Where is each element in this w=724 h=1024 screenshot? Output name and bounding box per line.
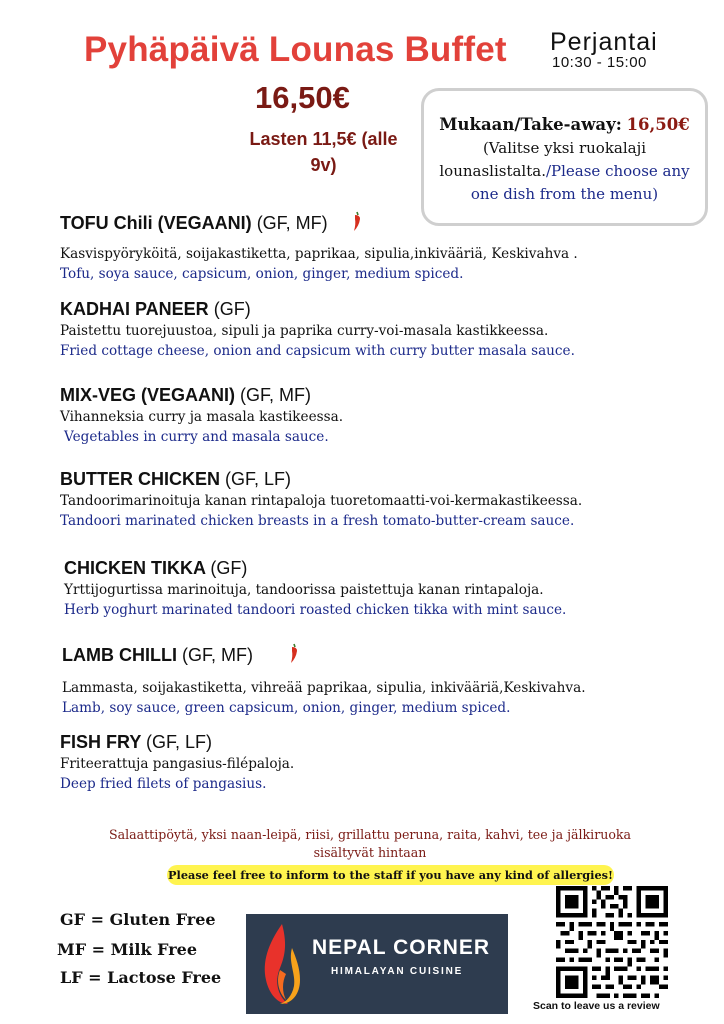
chili-icon [288, 642, 300, 670]
dish-desc-fi: Tandoorimarinoituja kanan rintapaloja tuoretomaatti-voi-kermakastikeessa. [60, 493, 583, 509]
dish-fish-fry [60, 730, 700, 794]
dish-desc-en: Fried cottage cheese, onion and capsicum with curry butter masala sauce. [60, 343, 575, 359]
legend-lf: LF = Lactose Free [60, 968, 222, 987]
buffet-price: 16,50€ [255, 80, 350, 115]
scan-review-text: Scan to leave us a review [533, 1000, 660, 1012]
dish-name: BUTTER CHICKEN [60, 469, 220, 489]
dish-tags: (GF) [210, 558, 248, 578]
dish-tags: (GF) [213, 299, 251, 319]
dish-desc-fi: Kasvispyöryköitä, soijakastiketta, paprikaa, sipulia,inkivääriä, Keskivahva . [60, 246, 578, 262]
chili-icon [351, 210, 363, 238]
dish-desc-en: Deep fried filets of pangasius. [60, 776, 267, 792]
dish-desc-en: Lamb, soy sauce, green capsicum, onion, ginger, medium spiced. [62, 700, 511, 716]
dish-desc-fi: Vihanneksia curry ja masala kastikeessa. [60, 409, 344, 425]
takeaway-box [421, 88, 708, 226]
restaurant-logo [246, 914, 508, 1014]
logo-title: NEPAL CORNER [312, 936, 491, 959]
dish-tags: (GF, LF) [225, 469, 292, 489]
dish-name: LAMB CHILLI [62, 644, 177, 665]
dish-chicken-tikka [64, 556, 704, 620]
dish-tags: (GF, MF) [240, 385, 312, 405]
dish-desc-en: Vegetables in curry and masala sauce. [64, 429, 329, 445]
dish-name: FISH FRY [60, 732, 142, 752]
takeaway-price: 16,50€ [626, 115, 690, 134]
legend-gf: GF = Gluten Free [60, 910, 216, 929]
dish-tofu-chili [60, 210, 700, 284]
flame-logo-icon [258, 922, 304, 1011]
dish-desc-fi: Yrttijogurtissa marinoituja, tandoorissa paistettuja kanan rintapaloja. [64, 582, 544, 598]
dish-name: KADHAI PANEER [60, 299, 209, 319]
takeaway-label: Mukaan/Take-away: [439, 115, 622, 134]
kids-price: Lasten 11,5€ (alle 9v) [249, 129, 398, 175]
dish-desc-fi: Lammasta, soijakastiketta, vihreää paprikaa, sipulia, inkivääriä,Keskivahva. [62, 680, 586, 696]
dish-tags: (GF, MF) [256, 212, 328, 233]
dish-tags: (GF, MF) [182, 644, 253, 665]
takeaway-note-fi: (Valitse yksi ruokalaji lounaslistalta. [439, 139, 647, 180]
dish-desc-en: Tandoori marinated chicken breasts in a fresh tomato-butter-cream sauce. [60, 513, 575, 529]
dish-kadhai-paneer [60, 297, 700, 361]
dish-desc-fi: Friteerattuja pangasius-filépaloja. [60, 756, 295, 772]
dish-mix-veg [60, 383, 700, 447]
dish-name: TOFU Chili (VEGAANI) [60, 212, 252, 233]
dish-name: CHICKEN TIKKA [64, 558, 206, 578]
dish-desc-fi: Paistettu tuorejuustoa, sipuli ja paprika curry-voi-masala kastikkeessa. [60, 323, 549, 339]
dish-desc-en: Herb yoghurt marinated tandoori roasted chicken tikka with mint sauce. [64, 602, 567, 618]
dish-lamb-chilli [62, 642, 702, 718]
legend-mf: MF = Milk Free [57, 940, 198, 959]
dish-tags: (GF, LF) [146, 732, 213, 752]
dish-desc-en: Tofu, soya sauce, capsicum, onion, ginger, medium spiced. [60, 266, 464, 282]
dish-name: MIX-VEG (VEGAANI) [60, 385, 236, 405]
allergy-note: Please feel free to inform to the staff if you have any kind of allergies! [167, 865, 614, 885]
buffet-includes: Salaattipöytä, yksi naan-leipä, riisi, grillattu peruna, raita, kahvi, tee ja jälkiruoka sisältyvät hintaan [108, 827, 632, 860]
takeaway-note-en: /Please choose any one dish from the menu) [470, 162, 690, 203]
menu-hours: 10:30 - 15:00 [552, 54, 647, 71]
menu-day: Perjantai [550, 28, 658, 56]
dish-butter-chicken [60, 467, 700, 531]
qr-code-icon[interactable] [556, 886, 668, 998]
logo-subtitle: HIMALAYAN CUISINE [331, 966, 464, 977]
page-title: Pyhäpäivä Lounas Buffet [84, 30, 507, 69]
